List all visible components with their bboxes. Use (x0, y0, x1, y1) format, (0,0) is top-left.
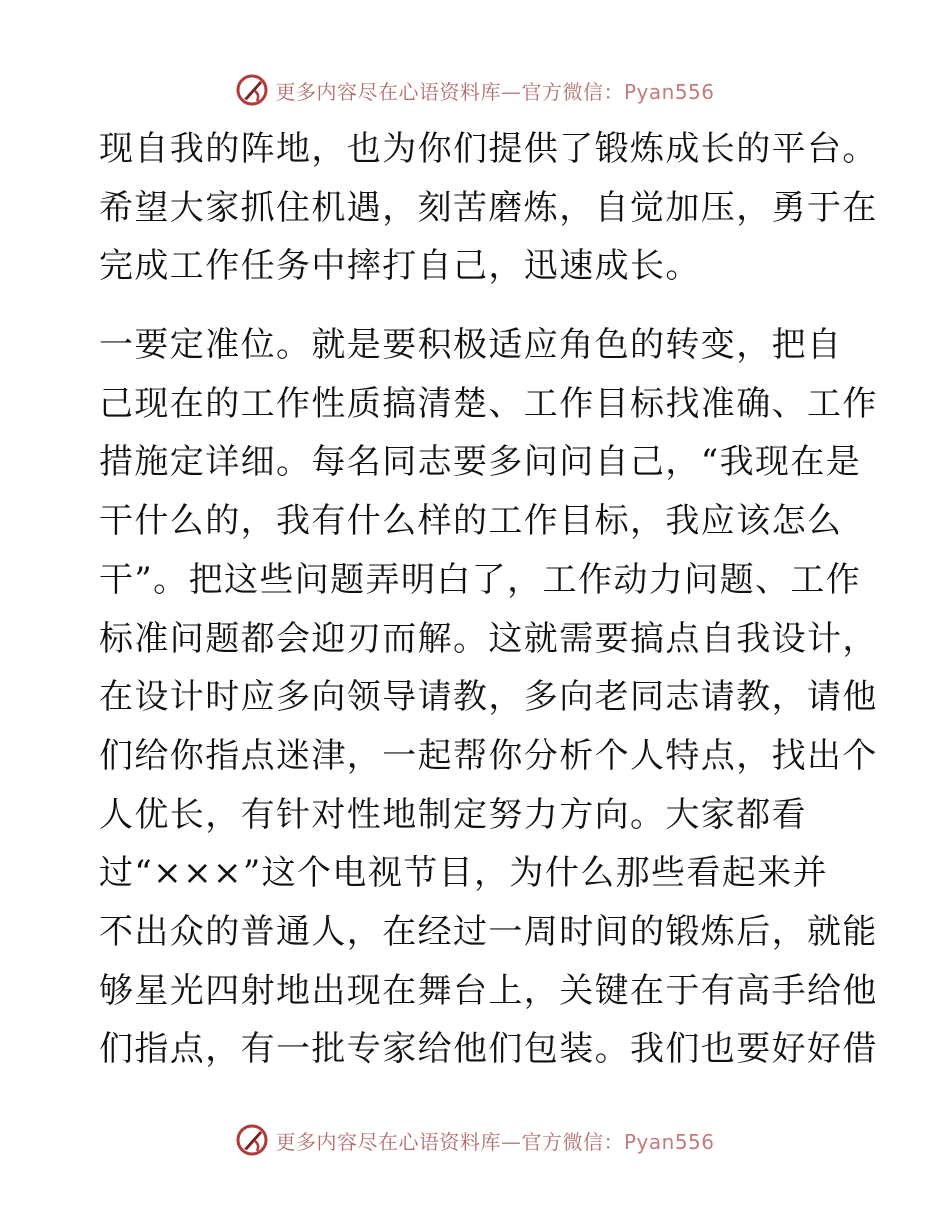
header-text (275, 76, 714, 105)
document-body (99, 120, 878, 1079)
text-line: 在设计时应多向领导请教，多向老同志请教，请他 (99, 677, 878, 718)
text-line: 干什么的，我有什么样的工作目标，我应该怎么 (99, 501, 843, 542)
header-wechat-id: Pyan556 (623, 79, 715, 104)
text-line: 希望大家抓住机遇，刻苦磨炼，自觉加压，勇于在 (99, 187, 878, 228)
footer-separator: — (500, 1129, 522, 1154)
footer-wechat-label: 官方微信： (521, 1129, 624, 1154)
footer-text (275, 1126, 714, 1155)
header-site-text: 更多内容尽在心语资料库 (275, 79, 501, 104)
text-line: 己现在的工作性质搞清楚、工作目标找准确、工作 (99, 383, 878, 424)
paragraph-2 (99, 316, 878, 1079)
text-line: 干”。把这些问题弄明白了，工作动力问题、工作 (99, 559, 862, 600)
text-line: 现自我的阵地，也为你们提供了锻炼成长的平台。 (99, 129, 878, 169)
quill-circle-logo-icon (235, 73, 269, 107)
paragraph-1 (99, 120, 878, 296)
header-banner (0, 70, 950, 110)
text-line: 不出众的普通人，在经过一周时间的锻炼后，就能 (99, 911, 878, 952)
footer-wechat-id: Pyan556 (623, 1129, 715, 1154)
header-separator: — (500, 79, 522, 104)
text-line: 标准问题都会迎刃而解。这就需要搞点自我设计， (99, 618, 878, 659)
text-line: 们给你指点迷津，一起帮你分析个人特点，找出个 (99, 735, 878, 776)
header-wechat-label: 官方微信： (521, 79, 624, 104)
text-line: 一要定准位。就是要积极适应角色的转变，把自 (99, 325, 843, 366)
text-line: 过“×××”这个电视节目，为什么那些看起来并 (99, 853, 829, 894)
quill-circle-logo-icon (235, 1123, 269, 1157)
text-line: 完成工作任务中摔打自己，迅速成长。 (99, 246, 701, 287)
text-line: 人优长，有针对性地制定努力方向。大家都看 (99, 794, 807, 835)
text-line: 措施定详细。每名同志要多问问自己，“我现在是 (99, 442, 862, 483)
text-line: 够星光四射地出现在舞台上，关键在于有高手给他 (99, 970, 878, 1011)
paragraph-gap (99, 296, 859, 316)
footer-site-text: 更多内容尽在心语资料库 (275, 1129, 501, 1154)
footer-banner (0, 1120, 950, 1160)
text-line: 们指点，有一批专家给他们包装。我们也要好好借 (99, 1029, 878, 1070)
